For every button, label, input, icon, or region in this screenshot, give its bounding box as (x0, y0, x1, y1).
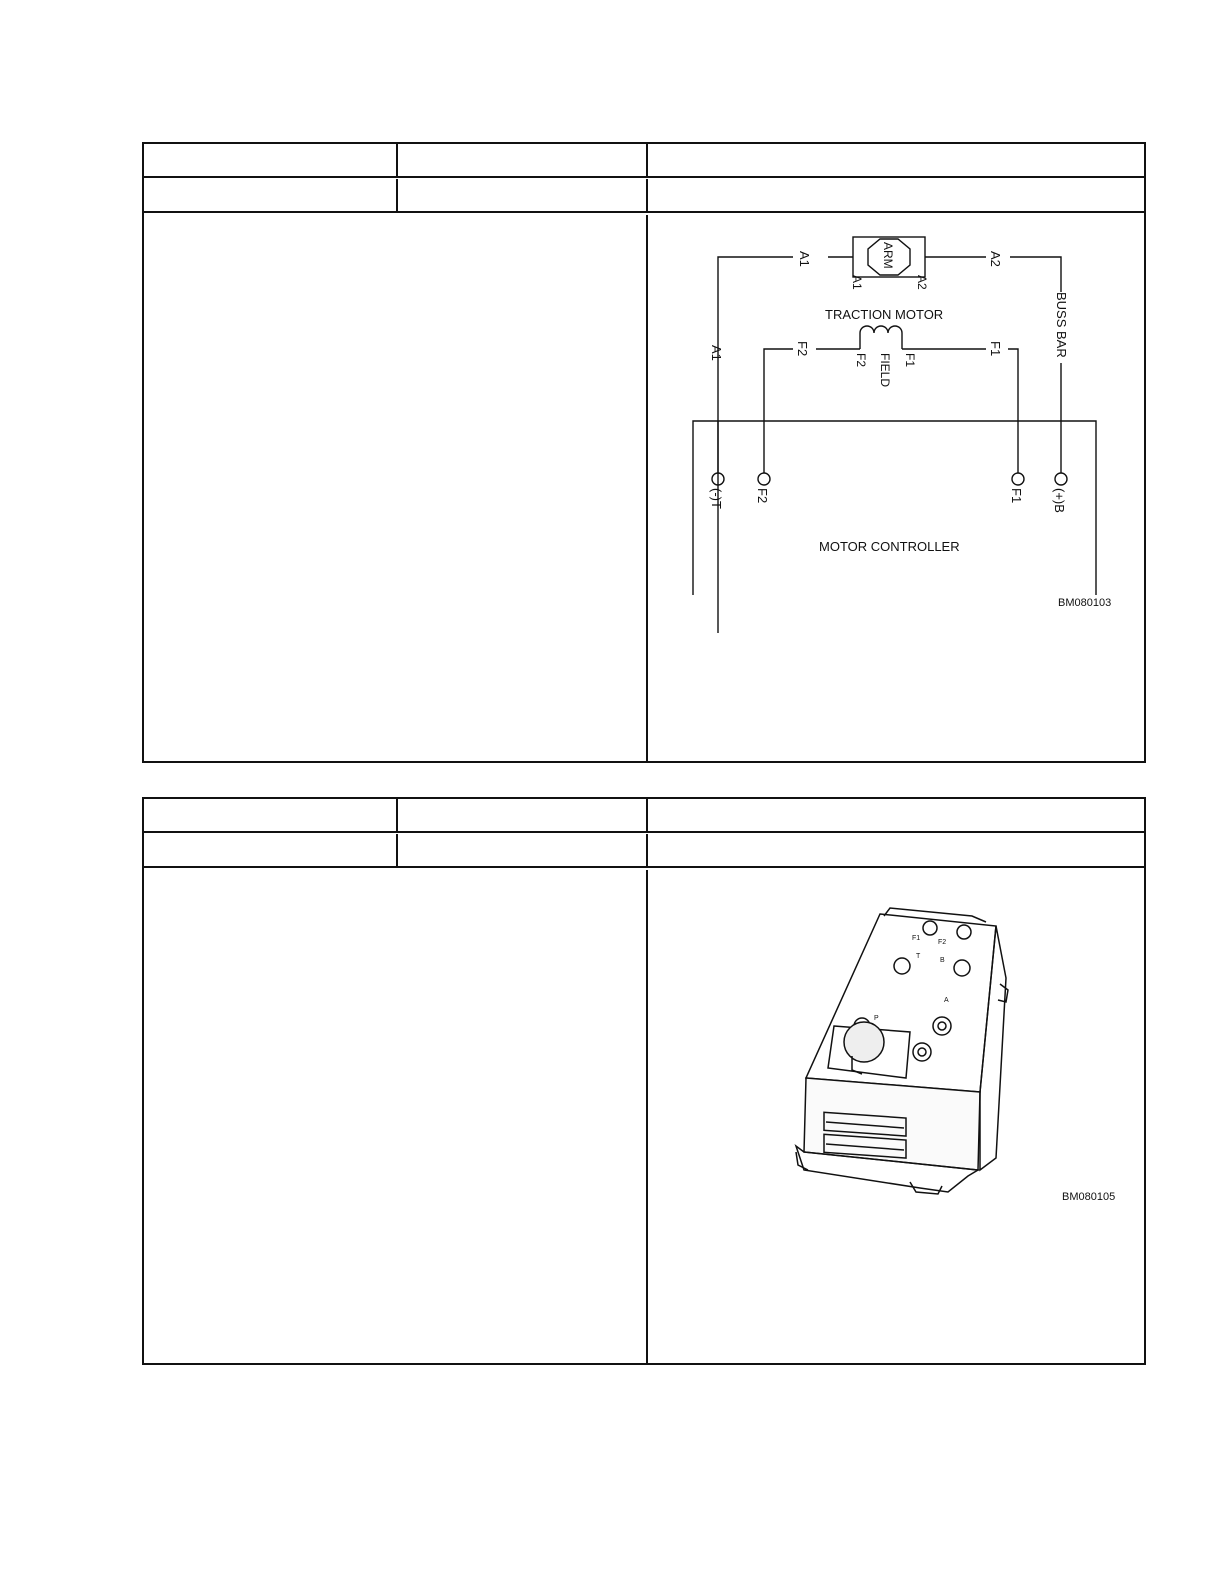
wire-f1 (1008, 349, 1018, 473)
table1-figure-cell (648, 215, 1144, 761)
table1-header-cell-2 (398, 144, 648, 176)
label-a1-top: A1 (797, 251, 812, 267)
terminal-f1 (1012, 473, 1024, 485)
figure-id-controller: BM080105 (1062, 1191, 1116, 1203)
mount-tab-left (796, 1152, 808, 1170)
label-field: FIELD (878, 353, 892, 388)
table2-header-row-2 (144, 834, 1144, 868)
mark-b: B (940, 957, 945, 964)
mark-p: P (874, 1015, 879, 1022)
table1-header-row-2 (144, 179, 1144, 213)
label-a1-arm: A1 (850, 275, 864, 290)
mark-a: A (944, 997, 949, 1004)
controller-top-face (806, 914, 996, 1092)
table1-header-cell-1 (144, 144, 398, 176)
terminal-a-nut (938, 1022, 946, 1030)
label-term-f1: F1 (1009, 488, 1024, 504)
controller-front-face (804, 1078, 980, 1170)
label-term-neg-t: (-)T (709, 488, 724, 509)
wire-a2-buss (1010, 257, 1061, 292)
terminal-f2 (758, 473, 770, 485)
table2-subheader-cell-1 (144, 834, 398, 866)
table1-text-cell (144, 215, 648, 761)
table2-body (144, 870, 1144, 1363)
terminal-f2-stud (957, 925, 971, 939)
label-term-f2: F2 (755, 488, 770, 504)
terminal-f1-stud (923, 921, 937, 935)
table1-subheader-cell-1 (144, 179, 398, 211)
table2-text-cell (144, 870, 648, 1363)
procedure-table-1 (142, 142, 1146, 763)
terminal-lower-nut (918, 1048, 926, 1056)
label-buss-bar: BUSS BAR (1054, 292, 1069, 358)
mount-tab-bottom (910, 1182, 942, 1194)
procedure-table-2 (142, 797, 1146, 1365)
table2-header-cell-2 (398, 799, 648, 831)
label-traction-motor: TRACTION MOTOR (825, 307, 944, 322)
mark-t: T (916, 953, 921, 960)
label-arm: ARM (881, 242, 895, 269)
wire-a1-top (718, 257, 793, 633)
field-coil (860, 326, 902, 349)
label-a1-side: A1 (709, 345, 724, 361)
table1-header-row-1 (144, 144, 1144, 178)
terminal-t-bolt (894, 958, 910, 974)
table2-header-row-1 (144, 799, 1144, 833)
label-term-pos-b: (+)B (1052, 488, 1067, 513)
table1-subheader-cell-2 (398, 179, 648, 211)
label-motor-controller: MOTOR CONTROLLER (819, 539, 960, 554)
label-f2-wire: F2 (795, 341, 810, 357)
controller-side-face (980, 926, 1006, 1170)
figure-id-wiring: BM080103 (1058, 597, 1112, 609)
mark-f1: F1 (912, 935, 921, 942)
label-f1-field: F1 (903, 353, 917, 368)
plug-connector (844, 1022, 884, 1062)
motor-controller-box (693, 421, 1096, 595)
terminal-a-bolt (933, 1017, 951, 1035)
mount-tab-right (998, 984, 1008, 1002)
terminal-b-bolt (954, 960, 970, 976)
terminal-pos-b (1055, 473, 1067, 485)
wire-f2 (764, 349, 793, 473)
label-a2-arm: A2 (915, 275, 929, 290)
table2-header-cell-1 (144, 799, 398, 831)
motor-controller-illustration (648, 870, 1144, 1363)
table1-body (144, 215, 1144, 761)
label-a2-wire: A2 (988, 251, 1003, 267)
label-f2-field: F2 (854, 353, 868, 368)
mark-f2: F2 (938, 939, 947, 946)
label-f1-wire: F1 (988, 341, 1003, 357)
terminal-lower-bolt (913, 1043, 931, 1061)
table2-figure-cell (648, 870, 1144, 1363)
wiring-diagram (648, 215, 1144, 761)
table2-subheader-cell-2 (398, 834, 648, 866)
